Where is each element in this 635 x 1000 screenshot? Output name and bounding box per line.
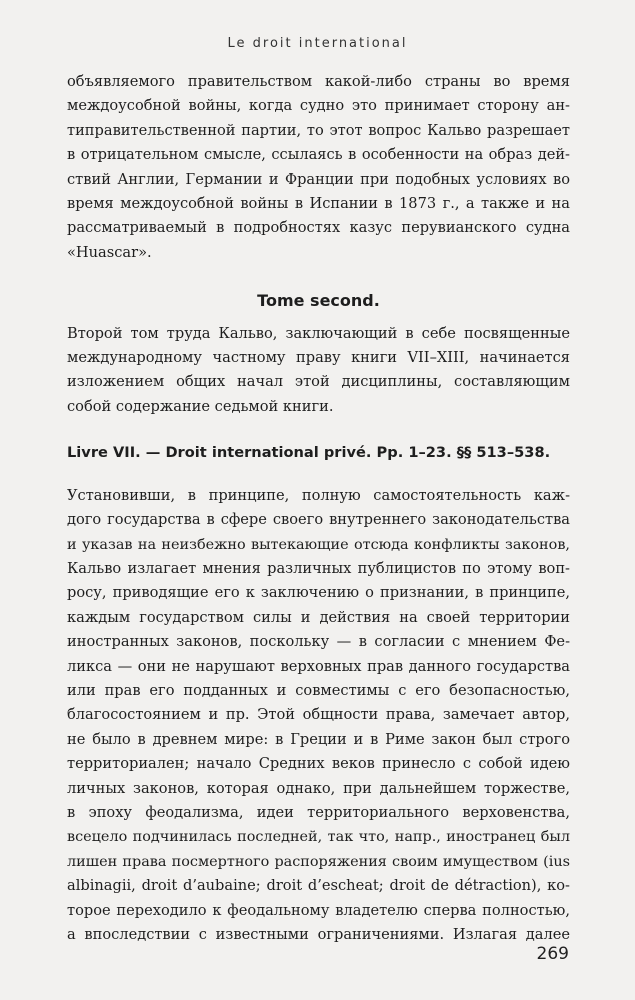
text-line: время междоусобной войны в Испании в 1873 г., а также и на [67,195,570,213]
text-line: «Huascar». [67,243,152,261]
text-line: а впоследствии с известными ограничениями. Излагая далее [67,926,570,943]
text-line: благосостоянием и пр. Этой общности права, замечает автор, [67,706,570,724]
text-line: в эпоху феодализма, идеи территориального верховенства, [67,803,570,821]
section-heading-tome: Tome second. [257,291,380,311]
text-line: типравительственной партии, то этот вопрос Кальво разрешает [67,121,570,139]
paragraph-3 [67,484,570,948]
text-line: Установивши, в принципе, полную самостоятельность каж- [67,486,570,504]
paragraph-1 [67,70,570,265]
text-line: в отрицательном смысле, ссылаясь в особенности на образ дей- [67,146,570,164]
text-line: территориален; начало Средних веков принесло с собой идею [67,755,570,773]
text-line: ликса — они не нарушают верховных прав данного государства [67,657,570,675]
text-line: объявляемого правительством какой-либо страны во время [67,73,570,90]
paragraph-2 [67,322,570,420]
section-heading-livre: Livre VII. — Droit international privé. Pp. 1–23. §§ 513–538. [67,444,551,462]
text-line: и указав на неизбежно вытекающие отсюда конфликты законов, [67,536,570,553]
body-text [67,70,570,947]
text-line: всецело подчинилась последней, так что, напр., иностранец был [67,829,570,846]
text-line: лишен права посмертного распоряжения своим имуществом (ius [67,853,570,870]
text-line: личных законов, которая однако, при дальнейшем торжестве, [67,779,570,797]
text-line: albinagii, droit d’aubaine; droit d’escheat; droit de détraction), ко- [67,877,570,895]
text-line: не было в древнем мире: в Греции и в Риме закон был строго [67,730,570,748]
page-number: 269 [536,944,569,964]
text-line: собой содержание седьмой книги. [67,397,334,415]
text-line: торое переходило к феодальному владетелю сперва полностью, [67,901,570,919]
text-line: Кальво излагает мнения различных публицистов по этому воп- [67,559,570,577]
text-line: ствий Англии, Германии и Франции при подобных условиях во [67,170,570,188]
text-line: Второй том труда Кальво, заключающий в себе посвященные [67,324,570,342]
text-line: или прав его подданных и совместимы с его безопасностью, [67,681,570,699]
running-head: Le droit international [227,36,408,51]
text-line: каждым государством силы и действия на своей территории [67,608,570,626]
text-line: дого государства в сфере своего внутреннего законодательства [67,511,570,529]
text-line: международному частному праву книги VII–XIII, начинается [67,349,570,367]
text-line: междоусобной войны, когда судно это принимает сторону ан- [67,97,570,115]
text-line: иностранных законов, поскольку — в согласии с мнением Фе- [67,633,570,651]
text-line: изложением общих начал этой дисциплины, составляющим [67,373,570,391]
text-line: рассматриваемый в подробностях казус перувианского судна [67,219,570,237]
text-line: росу, приводящие его к заключению о признании, в принципе, [67,584,570,602]
